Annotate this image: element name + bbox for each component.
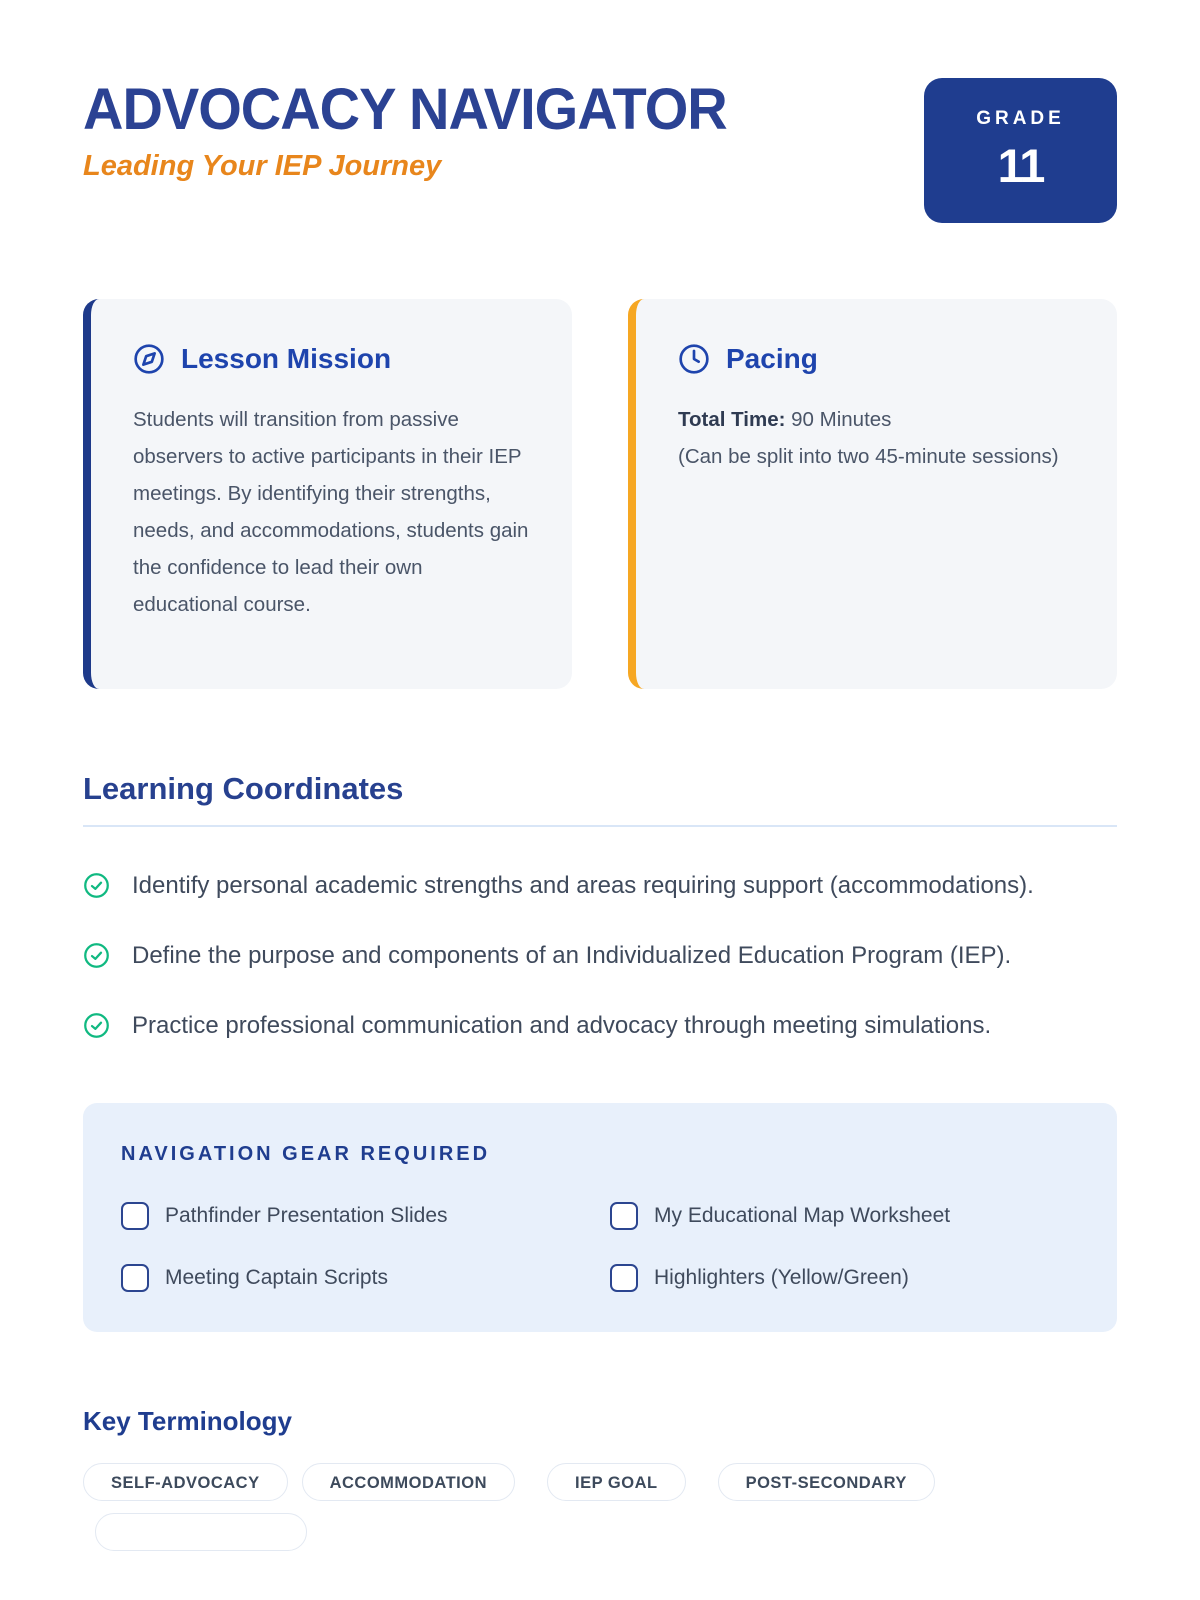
- lesson-plan-page: [0, 75, 1200, 1551]
- material-checkbox[interactable]: [610, 1202, 638, 1230]
- total-time-label: Total Time:: [678, 408, 786, 431]
- grade-badge: [924, 78, 1117, 223]
- objective-text: Identify personal academic strengths and areas requiring support (accommodations).: [132, 872, 1034, 899]
- objective-item: [83, 1007, 1117, 1045]
- clock-icon: [678, 343, 710, 375]
- pacing-card-header: [678, 343, 1075, 375]
- objective-text: Define the purpose and components of an Individualized Education Program (IEP).: [132, 942, 1012, 969]
- objectives-list: [83, 867, 1117, 1045]
- tag-pill-partial: [95, 1513, 307, 1551]
- header-titles: [83, 75, 727, 183]
- total-time-value: 90 Minutes: [785, 408, 892, 431]
- material-checkbox[interactable]: [610, 1264, 638, 1292]
- tag-pill: ACCOMMODATION: [302, 1463, 515, 1501]
- lesson-mission-title: Lesson Mission: [181, 343, 392, 374]
- page-subtitle: Leading Your IEP Journey: [83, 150, 442, 182]
- objective-item: [83, 937, 1117, 975]
- materials-grid: [121, 1202, 1079, 1292]
- pacing-note: (Can be split into two 45-minute sessions): [678, 445, 1059, 468]
- objective-item: [83, 867, 1117, 905]
- pacing-card: [628, 299, 1117, 689]
- info-cards: [83, 299, 1117, 689]
- materials-heading: NAVIGATION GEAR REQUIRED: [121, 1143, 491, 1165]
- material-checkbox[interactable]: [121, 1202, 149, 1230]
- terminology-tags: [83, 1463, 1117, 1501]
- material-label: Meeting Captain Scripts: [165, 1266, 388, 1289]
- pacing-title: Pacing: [726, 343, 818, 374]
- material-item: [610, 1264, 1079, 1292]
- grade-badge-value: 11: [997, 139, 1044, 192]
- tag-pill: IEP GOAL: [547, 1463, 686, 1501]
- learning-coordinates-heading: Learning Coordinates: [83, 771, 1117, 827]
- objective-text: Practice professional communication and advocacy through meeting simulations.: [132, 1012, 992, 1039]
- material-label: Highlighters (Yellow/Green): [654, 1266, 909, 1289]
- page-title: ADVOCACY NAVIGATOR: [83, 75, 727, 142]
- material-item: [121, 1202, 590, 1230]
- pacing-body: [678, 401, 1075, 475]
- header: [83, 75, 1117, 223]
- compass-icon: [133, 343, 165, 375]
- lesson-mission-card-header: [133, 343, 530, 375]
- tag-pill: POST-SECONDARY: [718, 1463, 935, 1501]
- grade-badge-label: GRADE: [976, 108, 1065, 129]
- check-circle-icon: [83, 942, 110, 969]
- lesson-mission-body: Students will transition from passive observers to active participants in their IEP meetings. By identifying their strengths, needs, and accommodations, students gain the confidence to lead their own educational course.: [133, 408, 529, 616]
- check-circle-icon: [83, 872, 110, 899]
- materials-box: [83, 1103, 1117, 1332]
- material-item: [610, 1202, 1079, 1230]
- material-label: Pathfinder Presentation Slides: [165, 1204, 448, 1227]
- material-item: [121, 1264, 590, 1292]
- key-terminology-heading: Key Terminology: [83, 1406, 293, 1436]
- lesson-mission-card: [83, 299, 572, 689]
- check-circle-icon: [83, 1012, 110, 1039]
- material-checkbox[interactable]: [121, 1264, 149, 1292]
- tag-pill: SELF-ADVOCACY: [83, 1463, 288, 1501]
- material-label: My Educational Map Worksheet: [654, 1204, 951, 1227]
